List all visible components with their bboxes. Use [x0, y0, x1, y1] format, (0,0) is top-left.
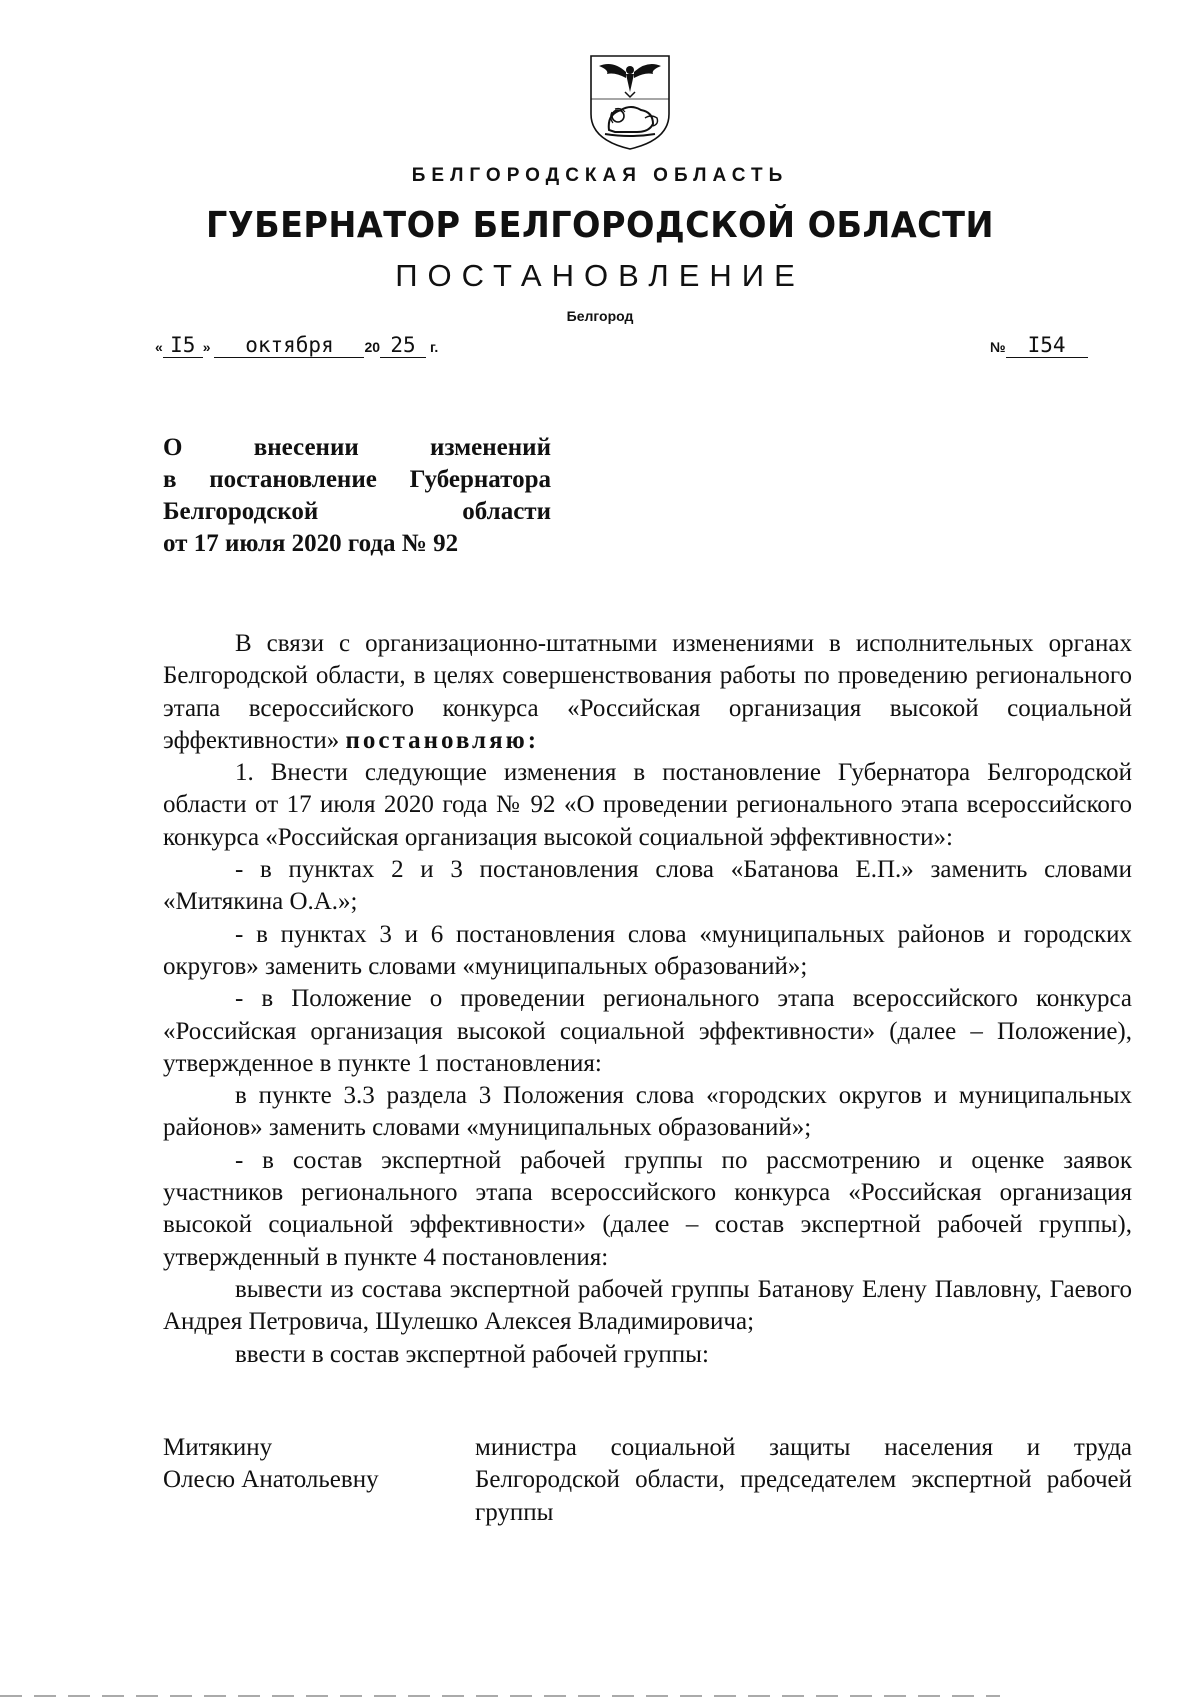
- body-paragraph: в пункте 3.3 раздела 3 Положения слова «городских округов и муниципальных районов» заменить словами «муниципальных образований»;: [163, 1082, 1132, 1142]
- region-title: БЕЛГОРОДСКАЯ ОБЛАСТЬ: [411, 165, 789, 186]
- scan-edge-line: [0, 1684, 1200, 1686]
- subject-line: от 17 июля 2020 года № 92: [163, 530, 459, 557]
- date-month: октября: [214, 333, 364, 358]
- decree-word: постановляю:: [345, 726, 540, 754]
- body-paragraph: 1. Внести следующие изменения в постановление Губернатора Белгородской области от 17 июля 2020 года № 92 «О проведении регионального этапа всероссийского конкурса «Российская организация высокой социальной эффективности»:: [163, 759, 1132, 851]
- date-year-prefix: 20: [364, 339, 381, 355]
- date-close-quote: »: [202, 339, 211, 355]
- body-paragraph: - в состав экспертной рабочей группы по рассмотрению и оценке заявок участников регионального этапа всероссийского конкурса «Российская организация высокой социальной эффективности» (далее – состав экспертной рабочей группы), утвержденный в пункте 4 постановления:: [163, 1146, 1132, 1271]
- document-number: [990, 333, 1088, 358]
- member-surname: Митякину: [163, 1434, 273, 1461]
- document-subject: [163, 432, 551, 560]
- member-role: министра социальной защиты населения и труда Белгородской области, председателем экспертной рабочей группы: [475, 1434, 1132, 1526]
- subject-line: О внесении изменений: [163, 434, 551, 461]
- member-given-names: Олесю Анатольевну: [163, 1466, 379, 1494]
- member-name: [163, 1432, 475, 1529]
- document-body: [163, 628, 1132, 1371]
- date-open-quote: «: [155, 339, 163, 355]
- intro-paragraph: [163, 628, 1132, 757]
- belgorod-coat-of-arms-icon: [585, 52, 675, 152]
- body-paragraph: - в Положение о проведении регионального этапа всероссийского конкурса «Российская организация высокой социальной эффективности» (далее – Положение), утвержденное в пункте 1 постановления:: [163, 985, 1132, 1077]
- document-type: ПОСТАНОВЛЕНИЕ: [395, 258, 805, 293]
- date-day: I5: [163, 333, 203, 358]
- body-paragraph: - в пунктах 2 и 3 постановления слова «Батанова Е.П.» заменить словами «Митякина О.А.»;: [163, 856, 1132, 916]
- date-year-unit: г.: [429, 339, 439, 355]
- date-line: [155, 333, 438, 358]
- member-list: [163, 1432, 1132, 1529]
- body-paragraph: ввести в состав экспертной рабочей группы:: [235, 1340, 709, 1368]
- body-paragraph: - в пунктах 3 и 6 постановления слова «муниципальных районов и городских округов» заменить словами «муниципальных образований»;: [163, 920, 1132, 980]
- body-paragraph: вывести из состава экспертной рабочей группы Батанову Елену Павловну, Гаевого Андрея Петровича, Шулешко Алексея Владимировича;: [163, 1275, 1132, 1336]
- authority-title: ГУБЕРНАТОР БЕЛГОРОДСКОЙ ОБЛАСТИ: [206, 205, 994, 246]
- subject-line: Белгородской области: [163, 498, 551, 525]
- date-year: 25: [380, 333, 426, 358]
- subject-line: в постановление Губернатора: [163, 466, 551, 493]
- number-label: №: [990, 339, 1006, 355]
- member-row: [163, 1432, 1132, 1529]
- intro-text: В связи с организационно-штатными изменениями в исполнительных органах Белгородской области, в целях совершенствования работы по проведению регионального этапа всероссийского конкурса «Российская организация высокой социальной эффективности»: [163, 630, 1132, 754]
- number-value: I54: [1006, 333, 1088, 358]
- city-name: Белгород: [566, 308, 634, 324]
